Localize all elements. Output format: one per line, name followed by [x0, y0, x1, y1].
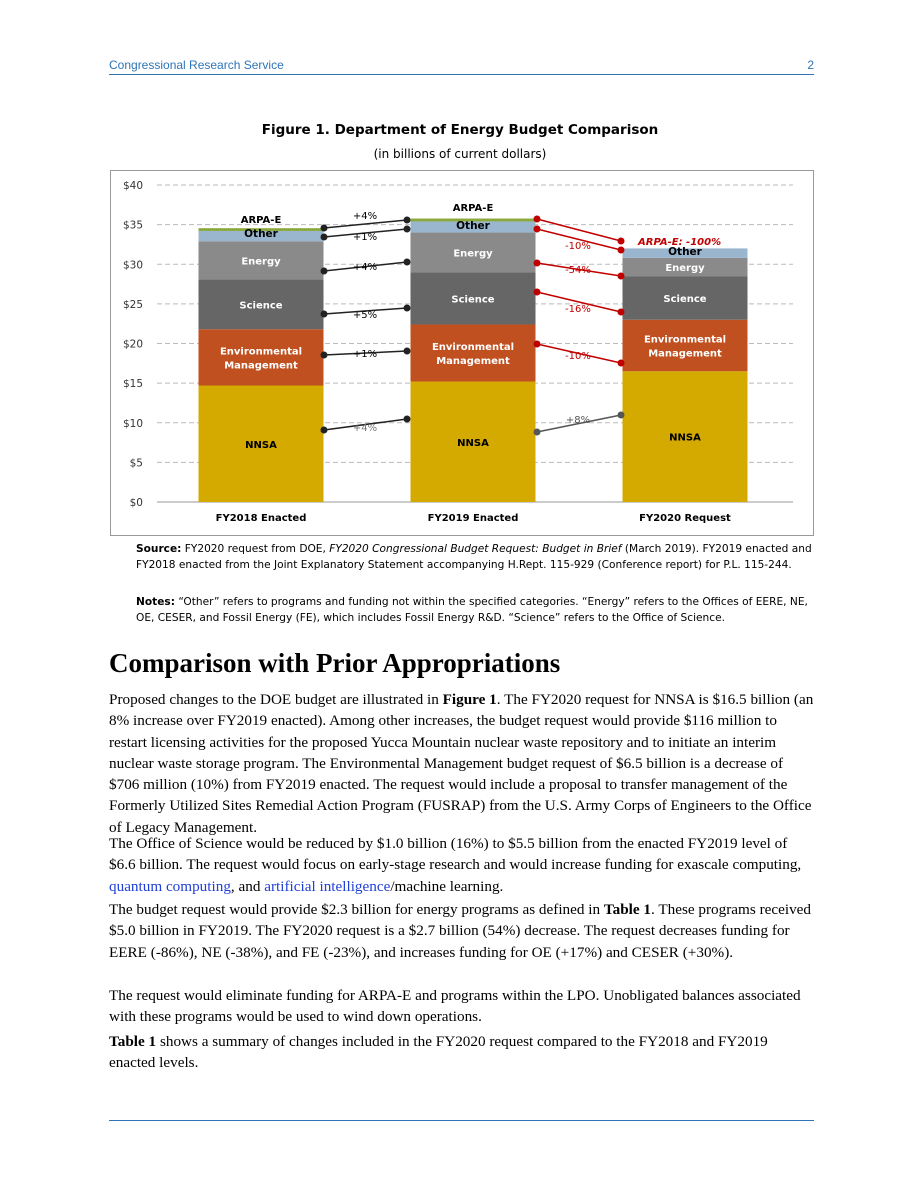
notes-label: Notes:: [136, 596, 175, 608]
segment-label: NNSA: [245, 439, 277, 451]
change-dot: [618, 238, 625, 245]
change-label: +4%: [352, 262, 378, 273]
y-tick-label: $10: [122, 417, 143, 430]
segment-label: Energy: [665, 263, 705, 275]
x-category-label: FY2018 Enacted: [215, 513, 307, 524]
segment-label: Energy: [453, 248, 493, 260]
change-dot: [404, 305, 411, 312]
figure-subtitle: (in billions of current dollars): [373, 147, 547, 161]
y-tick-label: $35: [122, 219, 143, 232]
change-connector: [537, 219, 621, 241]
arpa-e-label: ARPA-E: [240, 215, 282, 226]
source-text-2: (March 2019). FY2019 enacted and FY2018 enacted from the Joint Explanatory Statement accompanying H.Rept. 115-929 (Conference report) for P.L. 115-244.: [136, 543, 812, 571]
change-label: +1%: [352, 349, 378, 360]
table-1-ref-2: Table 1: [109, 1033, 157, 1050]
change-label: -10%: [565, 241, 591, 252]
change-label: +4%: [352, 211, 378, 222]
change-dot: [321, 234, 328, 241]
page-number: 2: [807, 58, 814, 72]
segment-label: Environmental: [219, 346, 303, 358]
segment-label: Science: [239, 300, 283, 312]
budget-chart: [110, 170, 814, 536]
change-dot: [321, 427, 328, 434]
p1-text-a: Proposed changes to the DOE budget are illustrated in: [109, 691, 439, 708]
change-label: -16%: [565, 304, 591, 315]
source-label: Source:: [136, 543, 182, 555]
p2-text-a: The Office of Science would be reduced by $1.0 billion (16%) to $5.5 billion from the enacted FY2019 level of $6.6 billion. The request would focus on early-stage research and would increase funding for exascale computing,: [109, 835, 802, 874]
change-dot: [321, 225, 328, 232]
paragraph-5: [109, 1031, 814, 1074]
paragraph-4: The request would eliminate funding for ARPA-E and programs within the LPO. Unobligated balances associated with these programs would be used to wind down operations.: [109, 987, 801, 1026]
change-dot: [534, 216, 541, 223]
p5-text-b: shows a summary of changes included in the FY2020 request compared to the FY2018 and FY2019 enacted levels.: [109, 1033, 768, 1072]
x-category-label: FY2020 Request: [639, 513, 731, 524]
change-label: +8%: [565, 415, 591, 426]
y-tick-label: $0: [129, 497, 143, 509]
y-tick-label: $25: [122, 298, 143, 311]
chart-svg: [111, 171, 813, 535]
change-dot: [618, 360, 625, 367]
notes-text: “Other” refers to programs and funding not within the specified categories. “Energy” refers to the Offices of EERE, NE, OE, CESER, and Fossil Energy (FE), which includes Fossil Energy R&D. “Science” refers to the Office of Science.: [136, 596, 808, 624]
artificial-intelligence-link[interactable]: artificial intelligence: [264, 877, 391, 895]
segment-label: Management: [648, 348, 722, 360]
segment-label: NNSA: [669, 432, 701, 444]
p3-text-a: The budget request would provide $2.3 billion for energy programs as defined in: [109, 901, 601, 918]
change-dot: [321, 311, 328, 318]
change-label: +4%: [352, 423, 378, 434]
p2-text-mid: , and: [230, 877, 261, 895]
other-label: Other: [244, 228, 278, 240]
figure-notes: [136, 594, 812, 626]
footer-rule: [109, 1120, 814, 1121]
header-title: Congressional Research Service: [109, 58, 284, 72]
header-rule: [109, 74, 814, 75]
x-category-label: FY2019 Enacted: [427, 513, 519, 524]
paragraph-3: [109, 899, 814, 963]
change-label: -54%: [565, 265, 591, 276]
segment-label: Environmental: [643, 334, 727, 346]
change-label: -10%: [565, 351, 591, 362]
change-dot: [618, 309, 625, 316]
figure-title: Figure 1. Department of Energy Budget Comparison: [261, 122, 659, 138]
paragraph-1: [109, 689, 814, 838]
y-tick-label: $20: [122, 338, 143, 351]
source-italic: FY2020 Congressional Budget Request: Budget in Brief: [329, 543, 622, 555]
change-label: +1%: [352, 232, 378, 243]
change-dot: [404, 348, 411, 355]
change-dot: [534, 289, 541, 296]
change-label: +5%: [352, 310, 378, 321]
segment-label: Science: [451, 294, 495, 306]
change-dot: [618, 412, 625, 419]
segment-label: Management: [436, 356, 510, 368]
change-dot: [321, 268, 328, 275]
y-tick-label: $40: [122, 180, 143, 192]
figure-source: [136, 541, 812, 573]
segment-label: Management: [224, 360, 298, 372]
source-text-1: FY2020 request from DOE,: [184, 543, 326, 555]
other-label: Other: [456, 220, 490, 232]
change-dot: [404, 217, 411, 224]
change-dot: [404, 259, 411, 266]
segment-label: Science: [663, 293, 707, 305]
p3-text-b: . These programs received $5.0 billion in FY2019. The FY2020 request is a $2.7 billion (54%) decrease. The request decreases funding for EERE (-86%), NE (-38%), and FE (-23%), and increases funding for OE (+17%) and CESER (+30%).: [109, 901, 811, 961]
arpa-e-label: ARPA-E: [452, 203, 494, 214]
quantum-computing-link[interactable]: quantum computing: [109, 877, 231, 895]
change-dot: [534, 429, 541, 436]
y-tick-label: $15: [122, 378, 143, 391]
p1-text-b: . The FY2020 request for NNSA is $16.5 billion (an 8% increase over FY2019 enacted). Among other increases, the budget request would provide $116 million to restart licensing activities for the proposed Yucca Mountain nuclear waste repository and to initiate an interim nuclear waste storage program. The Environmental Management budget request of $6.5 billion is a decrease of $706 million (10%) from FY2019 enacted. The request would include a proposal to transfer management of the Formerly Utilized Sites Remedial Action Program (FUSRAP) from the U.S. Army Corps of Engineers to the Office of Legacy Management.: [109, 691, 814, 836]
change-dot: [404, 416, 411, 423]
segment-label: Energy: [241, 256, 281, 268]
arpa-e-change-label: ARPA-E: -100%: [638, 237, 722, 248]
change-dot: [534, 341, 541, 348]
other-label: Other: [668, 246, 702, 258]
change-dot: [534, 260, 541, 267]
change-dot: [618, 247, 625, 254]
segment-label: Environmental: [431, 342, 515, 354]
figure-1-ref: Figure 1: [442, 691, 497, 708]
paragraph-2: [109, 833, 814, 897]
p2-text-b: /machine learning.: [390, 877, 504, 895]
change-dot: [321, 352, 328, 359]
change-dot: [618, 273, 625, 280]
table-1-ref: Table 1: [603, 901, 652, 918]
y-tick-label: $5: [129, 457, 143, 470]
y-tick-label: $30: [122, 259, 143, 272]
change-dot: [534, 226, 541, 233]
segment-label: NNSA: [457, 437, 489, 449]
section-title: Comparison with Prior Appropriations: [109, 648, 561, 678]
change-dot: [404, 226, 411, 233]
